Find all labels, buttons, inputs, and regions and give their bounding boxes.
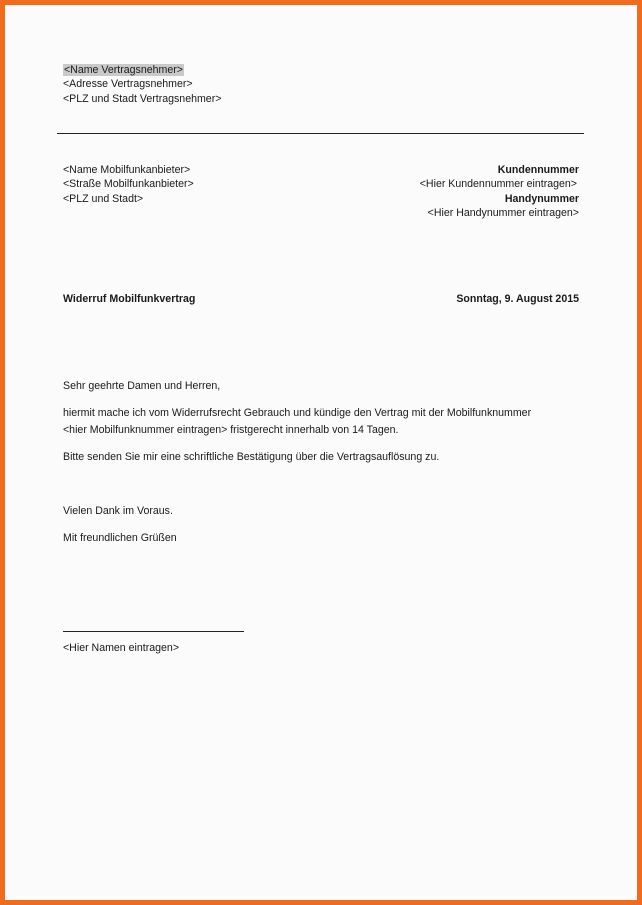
customer-number-label: Kundennummer (497, 164, 579, 176)
header-divider (57, 133, 584, 134)
body-paragraph-1-line-2: <hier Mobilfunknummer eintragen> fristgerecht innerhalb von 14 Tagen. (63, 424, 399, 436)
recipient-city: <PLZ und Stadt> (63, 193, 144, 205)
letter-date: Sonntag, 9. August 2015 (456, 293, 579, 305)
subject-line: Widerruf Mobilfunkvertrag (63, 293, 196, 305)
mobile-number-label: Handynummer (504, 193, 579, 205)
sender-address: <Adresse Vertragsnehmer> (63, 78, 193, 90)
recipient-street: <Straße Mobilfunkanbieter> (63, 178, 194, 190)
body-paragraph-1-line-1: hiermit mache ich vom Widerrufsrecht Gebrauch und kündige den Vertrag mit der Mobilfunknummer (63, 407, 532, 419)
body-paragraph-2: Bitte senden Sie mir eine schriftliche Bestätigung über die Vertragsauflösung zu. (63, 451, 440, 463)
signature-line (63, 631, 244, 632)
mobile-number-value: <Hier Handynummer eintragen> (427, 207, 579, 219)
signature-name: <Hier Namen eintragen> (63, 642, 180, 654)
sender-name (63, 64, 184, 77)
customer-number-value: <Hier Kundennummer eintragen> (419, 178, 577, 190)
recipient-name: <Name Mobilfunkanbieter> (63, 164, 191, 176)
sender-city: <PLZ und Stadt Vertragsnehmer> (63, 93, 222, 105)
salutation: Sehr geehrte Damen und Herren, (63, 380, 221, 392)
thanks-line: Vielen Dank im Voraus. (63, 505, 173, 517)
closing-line: Mit freundlichen Grüßen (63, 532, 177, 544)
sender-name-highlight: <Name Vertragsnehmer> (64, 64, 183, 76)
